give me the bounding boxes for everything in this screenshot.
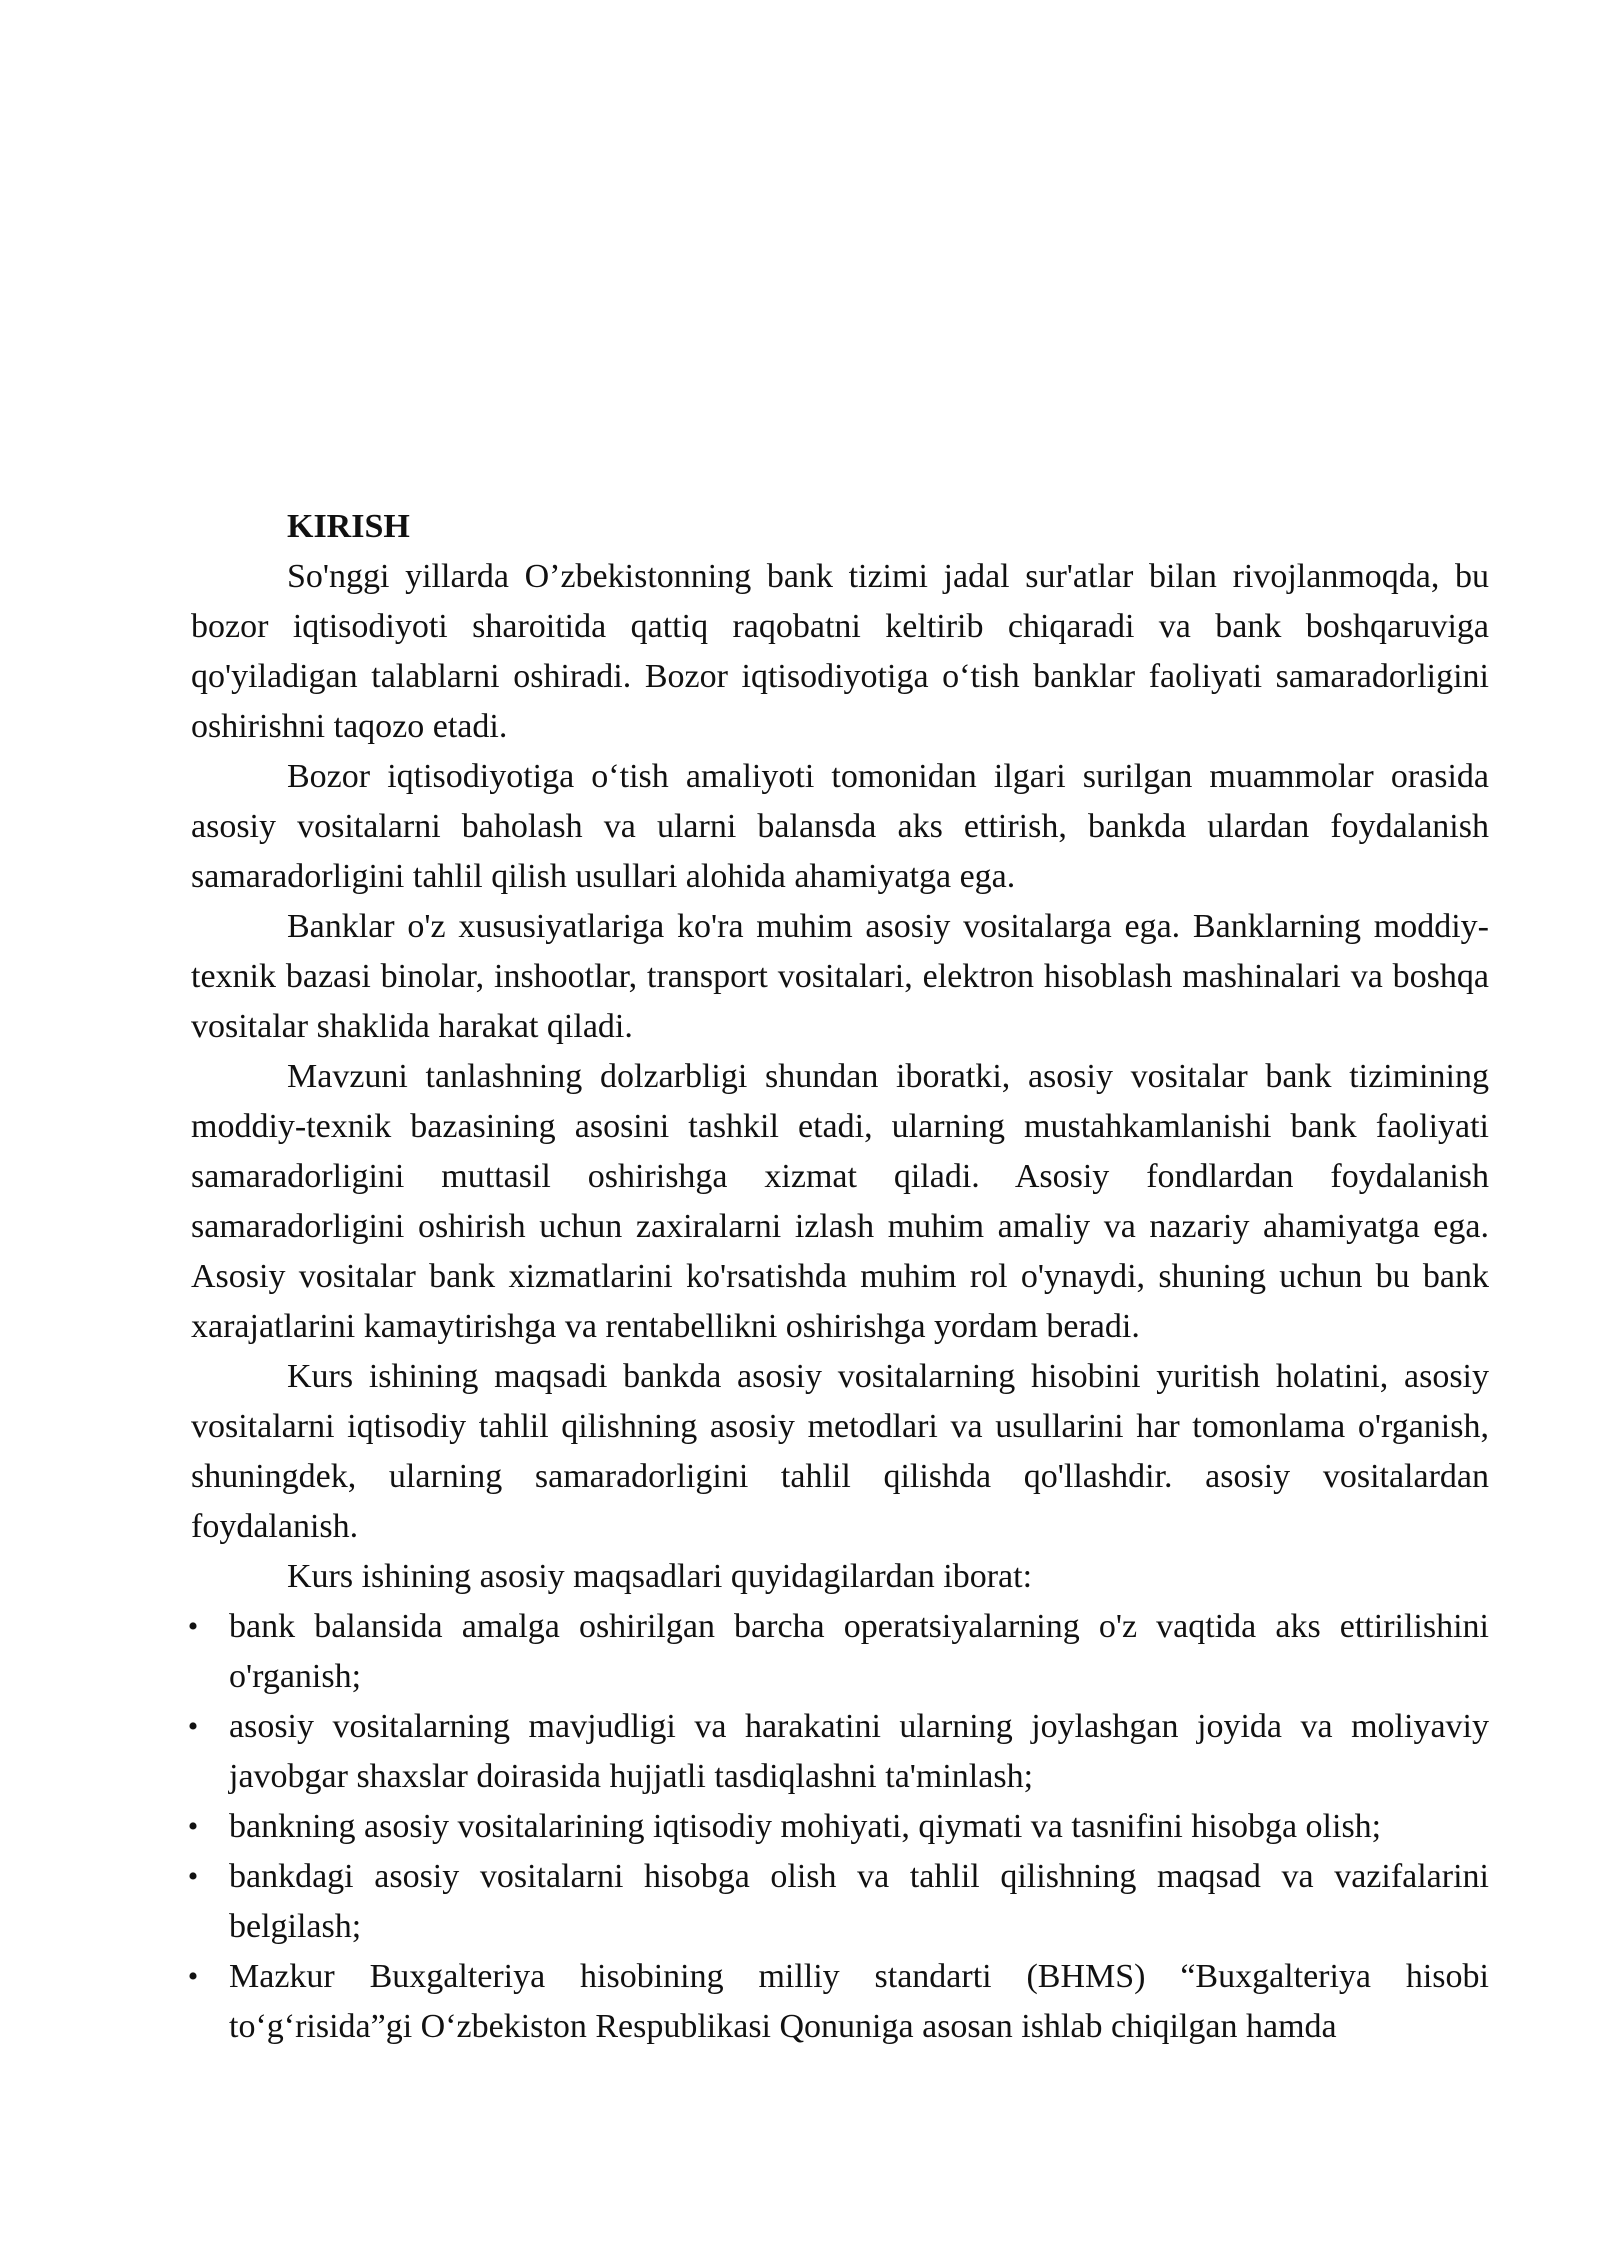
list-item-text: bankning asosiy vositalarining iqtisodiy mohiyati, qiymati va tasnifini hisobga olish; (229, 1808, 1382, 1845)
document-body (187, 502, 1489, 2052)
list-item (187, 1952, 1489, 2052)
paragraph: Banklar o'z xususiyatlariga ko'ra muhim asosiy vositalarga ega. Banklarning moddiy-texnik bazasi binolar, inshootlar, transport vositalari, elektron hisoblash mashinalari va boshqa vositalar shaklida harakat qiladi. (191, 908, 1489, 1045)
list-item (187, 1702, 1489, 1802)
list-item-text: bankdagi asosiy vositalarni hisobga olish va tahlil qilishning maqsad va vazifalarini belgilash; (229, 1858, 1489, 1945)
bullet-icon: • (187, 1610, 199, 1643)
list-item (187, 1602, 1489, 1702)
list-item (187, 1802, 1489, 1852)
paragraph: Kurs ishining maqsadi bankda asosiy vositalarning hisobini yuritish holatini, asosiy vositalarni iqtisodiy tahlil qilishning asosiy metodlari va usullarini har tomonlama o'rganish, shuningdek, ularning samaradorligini tahlil qilishda qo'llashdir. asosiy vositalardan foydalanish. (191, 1358, 1489, 1545)
paragraph: So'nggi yillarda O’zbekistonning bank tizimi jadal sur'atlar bilan rivojlanmoqda, bu bozor iqtisodiyoti sharoitida qattiq raqobatni keltirib chiqaradi va bank boshqaruviga qo'yiladigan talablarni oshiradi. Bozor iqtisodiyotiga o‘tish banklar faoliyati samaradorligini oshirishni taqozo etadi. (191, 558, 1489, 745)
paragraph: Kurs ishining asosiy maqsadlari quyidagilardan iborat: (287, 1558, 1033, 1595)
bullet-icon: • (187, 1860, 199, 1893)
list-item-text: bank balansida amalga oshirilgan barcha operatsiyalarning o'z vaqtida aks ettirilishini o'rganish; (229, 1608, 1489, 1695)
bullet-icon: • (187, 1960, 199, 1993)
paragraph: Mavzuni tanlashning dolzarbligi shundan iboratki, asosiy vositalar bank tizimining moddiy-texnik bazasining asosini tashkil etadi, ularning mustahkamlanishi bank faoliyati samaradorligini muttasil oshirishga xizmat qiladi. Asosiy fondlardan foydalanish samaradorligini oshirish uchun zaxiralarni izlash muhim amaliy va nazariy ahamiyatga ega. Asosiy vositalar bank xizmatlarini ko'rsatishda muhim rol o'ynaydi, shuning uchun bu bank xarajatlarini kamaytirishga va rentabellikni oshirishga yordam beradi. (191, 1058, 1489, 1345)
bullet-icon: • (187, 1810, 199, 1843)
list-item (187, 1852, 1489, 1952)
list-item-text: Mazkur Buxgalteriya hisobining milliy standarti (BHMS) “Buxgalteriya hisobi to‘g‘risida”gi O‘zbekiston Respublikasi Qonuniga asosan ishlab chiqilgan hamda (229, 1958, 1489, 2045)
list-item-text: asosiy vositalarning mavjudligi va harakatini ularning joylashgan joyida va moliyaviy javobgar shaxslar doirasida hujjatli tasdiqlashni ta'minlash; (229, 1708, 1489, 1795)
paragraph: Bozor iqtisodiyotiga o‘tish amaliyoti tomonidan ilgari surilgan muammolar orasida asosiy vositalarni baholash va ularni balansda aks ettirish, bankda ulardan foydalanish samaradorligini tahlil qilish usullari alohida ahamiyatga ega. (191, 758, 1489, 895)
bullet-icon: • (187, 1710, 199, 1743)
section-heading: KIRISH (287, 508, 410, 545)
objectives-list (187, 1602, 1489, 2052)
